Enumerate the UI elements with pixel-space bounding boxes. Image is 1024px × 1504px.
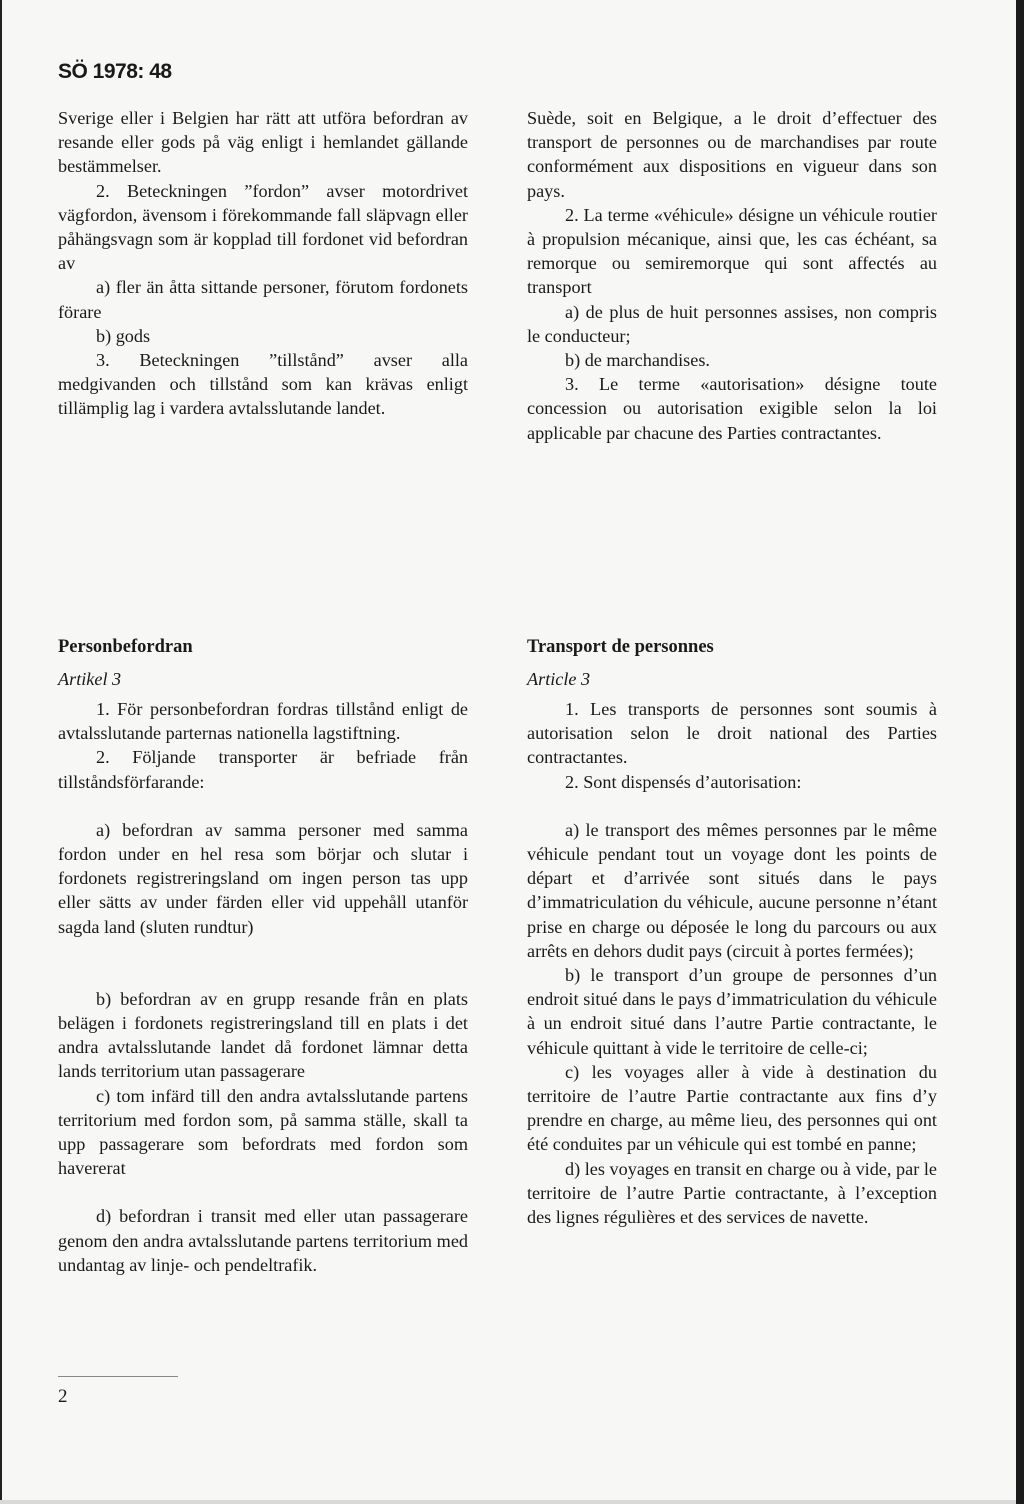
list-item: d) befordran i transit med eller utan passagerare genom den andra avtalsslutande partens territorium med undantag av linje- och pendeltrafik. [58, 1206, 468, 1275]
list-item: a) befordran av samma personer med samma fordon under en hel resa som börjar och slutar i fordonets registreringsland om ingen person tas upp eller sätts av under färden eller vid uppehåll utanför sagda land (sluten rundtur) [58, 819, 468, 937]
swedish-column-bottom [58, 697, 468, 1277]
spacer [58, 794, 468, 818]
spacer [58, 1180, 468, 1204]
list-item: a) le transport des mêmes personnes par le même véhicule pendant tout un voyage dont les points de départ et d’arrivée sont situés dans le pays d’immatriculation du véhicule, aucune personne n’étant prise en charge ou déposée le long du parcours ou aux arrêts en dehors dudit pays (circuit à portes fermées); [527, 819, 937, 961]
paragraph: 1. Les transports de personnes sont soumis à autorisation selon le droit national des Parties contractantes. [527, 699, 937, 768]
list-item: b) befordran av en grupp resande från en plats belägen i fordonets registreringsland till en plats i det andra avtalsslutande landet då fordonet lämnar detta lands territorium utan passagerare [58, 988, 468, 1082]
list-item: b) gods [96, 325, 151, 346]
article-label-swedish: Artikel 3 [58, 669, 122, 689]
paragraph: 2. Sont dispensés d’autorisation: [565, 771, 802, 792]
list-item: c) tom infärd till den andra avtalsslutande partens territorium med fordon som, på samma ställe, skall ta upp passagerare som befordrats med fordon som havererat [58, 1085, 468, 1179]
paragraph: Sverige eller i Belgien har rätt att utföra befordran av resande eller gods på väg enligt i hemlandet gällande bestämmelser. [58, 108, 468, 177]
document-identifier: SÖ 1978: 48 [58, 60, 172, 83]
swedish-column-top [58, 106, 468, 421]
footer-rule [58, 1376, 178, 1377]
section-heading-french: Transport de personnes [527, 637, 714, 657]
paragraph: 2. Beteckningen ”fordon” avser motordrivet vägfordon, ävensom i förekommande fall släpvagn eller påhängsvagn som är kopplad till fordonet vid befordran av [58, 180, 468, 274]
french-column-top [527, 106, 937, 445]
page-number: 2 [58, 1386, 68, 1407]
spacer [527, 794, 937, 818]
paragraph: Suède, soit en Belgique, a le droit d’effectuer des transport de personnes ou de marchandises par route conformément aux dispositions en vigueur dans son pays. [527, 108, 937, 201]
article-label-french: Article 3 [527, 669, 591, 689]
spacer [58, 939, 468, 987]
paragraph: 2. La terme «véhicule» désigne un véhicule routier à propulsion mécanique, ainsi que, les cas échéant, sa remorque ou semiremorque qui sont affectés au transport [527, 204, 937, 298]
section-heading-swedish: Personbefordran [58, 637, 193, 657]
paragraph: 3. Beteckningen ”tillstånd” avser alla medgivanden och tillstånd som kan krävas enligt tillämplig lag i vardera avtalsslutande landet. [58, 350, 468, 419]
french-column-bottom [527, 697, 937, 1229]
list-item: a) de plus de huit personnes assises, non compris le conducteur; [527, 301, 937, 346]
scan-edge [1016, 0, 1024, 1504]
list-item: a) fler än åtta sittande personer, förutom fordonets förare [58, 277, 468, 322]
paragraph: 1. För personbefordran fordras tillstånd enligt de avtalsslutande parternas nationella lagstiftning. [58, 699, 468, 744]
list-item: d) les voyages en transit en charge ou à vide, par le territoire de l’autre Partie contractante, à l’exception des lignes régulières et des services de navette. [527, 1158, 937, 1228]
paragraph: 3. Le terme «autorisation» désigne toute concession ou autorisation exigible selon la loi applicable par chacune des Parties contractantes. [527, 374, 937, 443]
list-item: b) de marchandises. [565, 350, 710, 371]
list-item: c) les voyages aller à vide à destination du territoire de l’autre Partie contractante aux fins d’y prendre en charge, au même lieu, des personnes qui ont été conduites par un véhicule qui est tombé en panne; [527, 1061, 937, 1155]
paragraph: 2. Följande transporter är befriade från tillståndsförfarande: [58, 747, 468, 792]
list-item: b) le transport d’un groupe de personnes d’un endroit situé dans le pays d’immatriculation du véhicule à un endroit situé dans l’autre Partie contractante, le véhicule quittant à vide le territoire de celle-ci; [527, 965, 937, 1058]
